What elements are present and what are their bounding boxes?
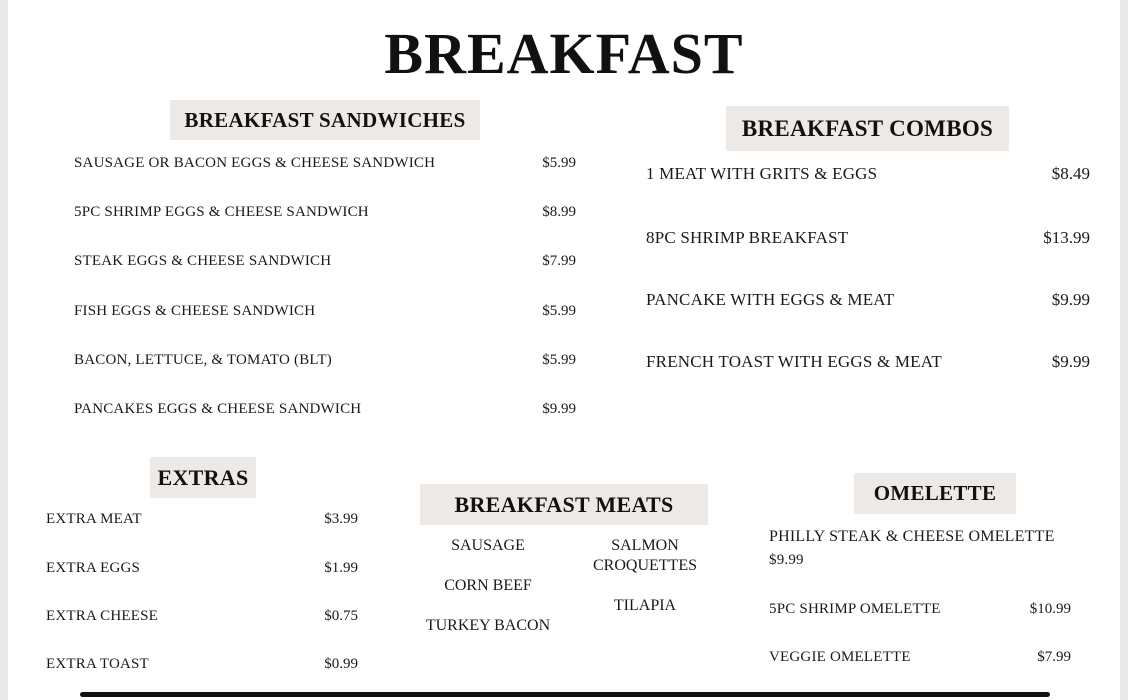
extra-item-price: $0.99	[324, 656, 358, 672]
combo-item-name: 1 MEAT WITH GRITS & EGGS	[646, 164, 878, 183]
sandwich-item-name: STEAK EGGS & CHEESE SANDWICH	[74, 253, 332, 269]
extra-item-name: EXTRA TOAST	[46, 656, 149, 672]
extra-item-price: $3.99	[324, 511, 358, 527]
menu-page	[8, 0, 1120, 700]
meat-item: TILAPIA	[613, 597, 677, 614]
combo-item-price: $13.99	[1043, 228, 1090, 247]
combo-item-price: $9.99	[1051, 352, 1090, 371]
combo-item-price: $9.99	[1051, 290, 1090, 309]
omelette-item-name: VEGGIE OMELETTE	[769, 649, 911, 665]
meat-item: SAUSAGE	[451, 537, 525, 554]
combos-heading-text: BREAKFAST COMBOS	[741, 115, 994, 141]
omelette-item-price: $10.99	[1029, 601, 1071, 617]
meats-heading-text: BREAKFAST MEATS	[454, 491, 674, 517]
meats-heading	[420, 484, 708, 525]
extras-heading-text: EXTRAS	[157, 464, 249, 490]
extras-heading	[150, 457, 256, 498]
sandwich-item-price: $5.99	[542, 303, 576, 319]
extra-item-price: $1.99	[324, 560, 358, 576]
sandwich-item-price: $8.99	[542, 204, 576, 220]
extra-item-name: EXTRA CHEESE	[46, 608, 158, 624]
omelette-item-name: PHILLY STEAK & CHEESE OMELETTE	[769, 528, 1055, 545]
sandwich-item-name: 5PC SHRIMP EGGS & CHEESE SANDWICH	[74, 204, 369, 220]
sandwich-item-price: $5.99	[542, 352, 576, 368]
page-title: BREAKFAST	[384, 21, 744, 86]
sandwich-item-name: BACON, LETTUCE, & TOMATO (BLT)	[74, 352, 332, 368]
extra-item-price: $0.75	[324, 608, 358, 624]
omelette-item-name: 5PC SHRIMP OMELETTE	[769, 601, 941, 617]
meat-item: SALMON CROQUETTES	[593, 537, 697, 574]
extra-item-name: EXTRA MEAT	[46, 511, 142, 527]
combo-item-name: 8PC SHRIMP BREAKFAST	[646, 228, 849, 247]
sandwich-item-name: PANCAKES EGGS & CHEESE SANDWICH	[74, 401, 362, 417]
combo-item-price: $8.49	[1051, 164, 1090, 183]
omelette-item-price: $7.99	[1037, 649, 1071, 665]
extra-item-name: EXTRA EGGS	[46, 560, 141, 576]
sandwiches-heading-text: BREAKFAST SANDWICHES	[184, 107, 466, 132]
bottom-divider	[80, 692, 1050, 697]
combo-item-name: PANCAKE WITH EGGS & MEAT	[646, 290, 895, 309]
meat-item: CORN BEEF	[444, 577, 532, 594]
combo-item-name: FRENCH TOAST WITH EGGS & MEAT	[646, 352, 942, 371]
sandwich-item-price: $5.99	[542, 155, 576, 171]
omelette-heading	[854, 473, 1016, 514]
sandwiches-heading	[170, 100, 480, 140]
sandwich-item-name: SAUSAGE OR BACON EGGS & CHEESE SANDWICH	[74, 155, 436, 171]
omelette-item-price: $9.99	[769, 552, 804, 568]
sandwich-item-name: FISH EGGS & CHEESE SANDWICH	[74, 303, 316, 319]
combos-heading	[726, 106, 1009, 151]
sandwich-item-price: $9.99	[542, 401, 576, 417]
meat-item: TURKEY BACON	[425, 617, 551, 634]
omelette-heading-text: OMELETTE	[873, 481, 997, 505]
sandwich-item-price: $7.99	[542, 253, 576, 269]
